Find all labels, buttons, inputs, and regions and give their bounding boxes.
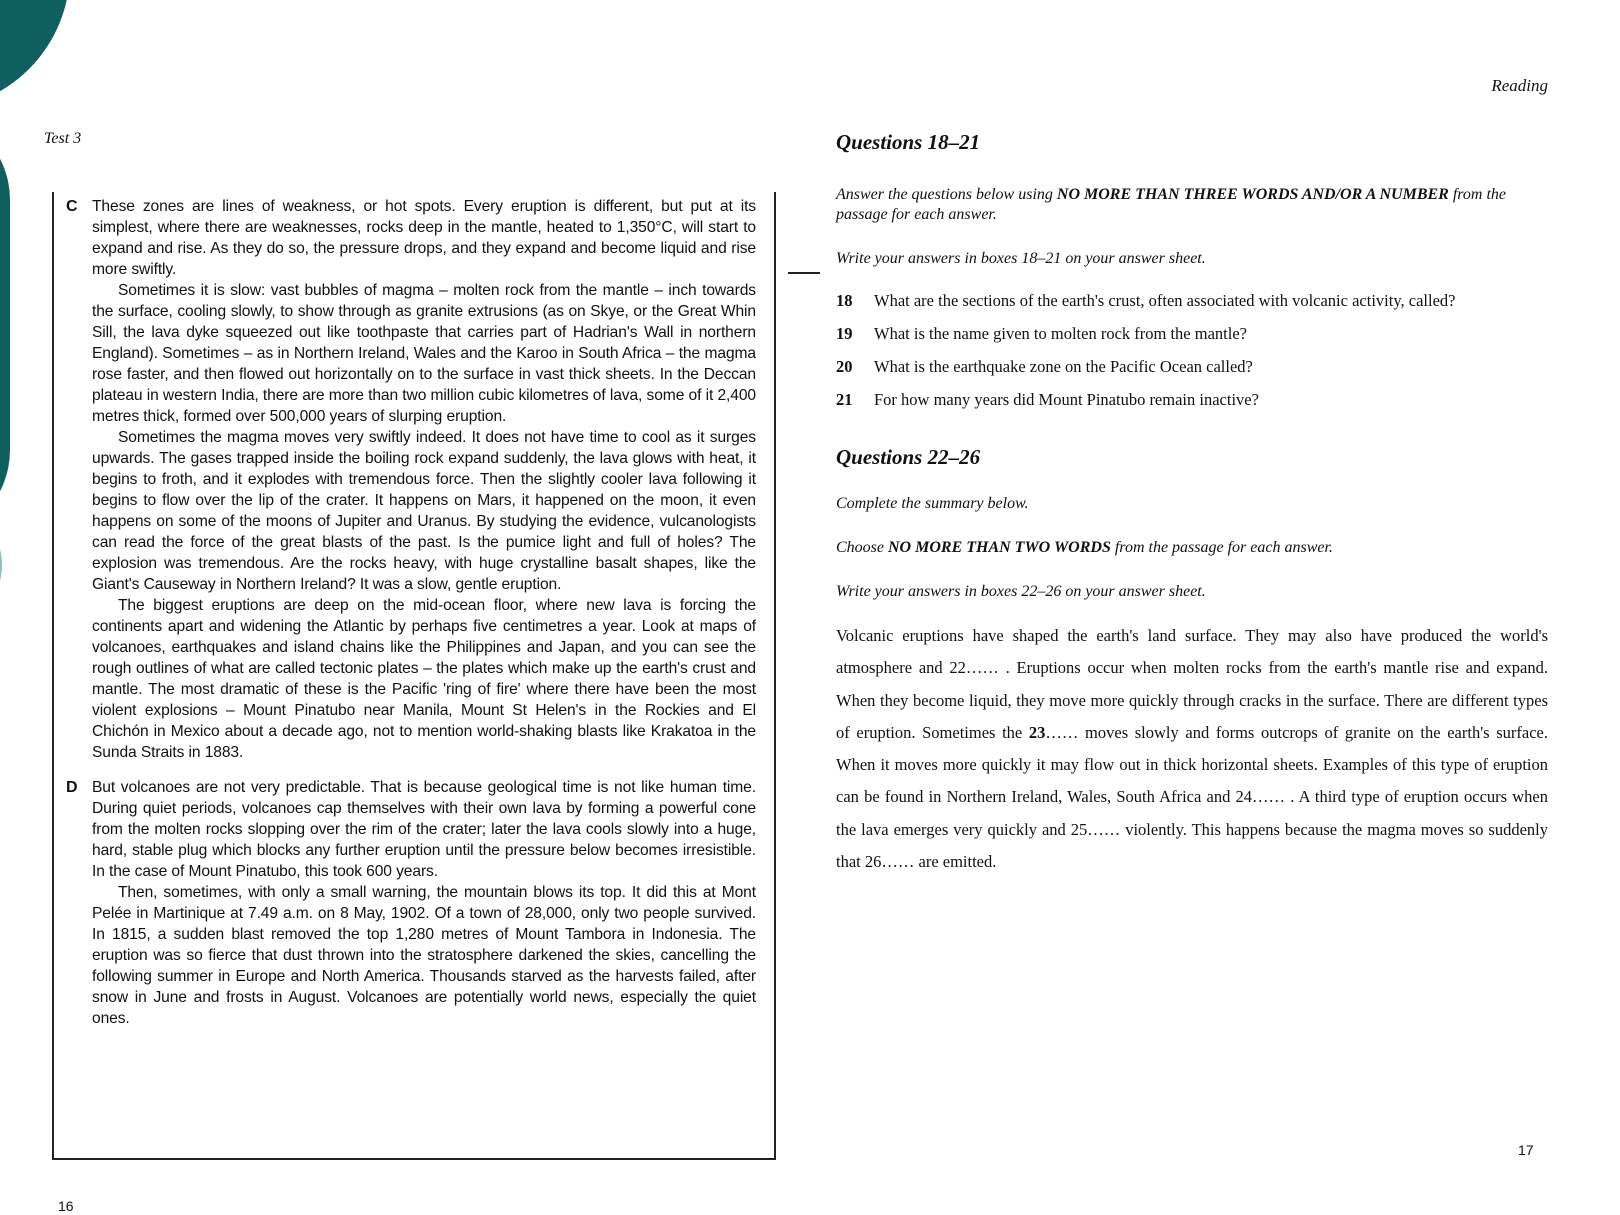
reading-passage — [66, 196, 756, 1029]
questions-18-21-heading: Questions 18–21 — [836, 130, 981, 154]
margin-dash — [788, 272, 820, 274]
question-item — [836, 390, 1548, 423]
passage-paragraph: Then, sometimes, with only a small warning, the mountain blows its top. It did this at Mont Pelée in Martinique at 7.49 a.m. on 8 May, 1902. Of a town of 28,000, only two people survived. In 1815, a sudden blast removed the top 1,280 metres of Mount Tambora in Indonesia. The eruption was so fierce that dust thrown into the stratosphere darkened the skies, cancelling the following summer in Europe and North America. Thousands starved as the harvests failed, after snow in June and frosts in August. Volcanoes are potentially world news, especially the quiet ones. — [92, 884, 756, 1027]
summary-text — [836, 620, 1548, 878]
summary-fragment: …… . A third type of eruption occurs when the lava emerges very quickly and — [836, 787, 1549, 839]
question-text: What is the earthquake zone on the Pacific Ocean called? — [874, 357, 1253, 376]
question-text: What are the sections of the earth's crust, often associated with volcanic activity, called? — [874, 291, 1456, 310]
right-page-number: 17 — [1518, 1142, 1534, 1158]
summary-fragment: …… moves slowly and forms outcrops of granite on the earth's surface. When it moves more quickly it may flow out in thick horizontal sheets. Examples of this type of eruption can be found in Northern Ireland, Wales, South Africa and — [836, 722, 1548, 807]
instruction-text: from the passage for each answer. — [836, 186, 1507, 223]
gap-number-24: 24 — [1235, 787, 1253, 807]
instruction-text: Choose — [836, 539, 888, 556]
summary-fragment: …… are emitted. — [881, 852, 997, 872]
instruction-emphasis: NO MORE THAN TWO WORDS — [888, 539, 1111, 556]
question-item — [836, 324, 1548, 357]
summary-fragment: …… . Eruptions occur when molten rocks from the earth's mantle rise and expand. When they become liquid, they move more quickly through cracks in the surface. There are different types of eruption. Sometimes the — [836, 658, 1548, 742]
gap-number-26: 26 — [864, 852, 882, 872]
decorative-light-teal-shape — [0, 500, 2, 630]
gap-number-23: 23 — [1028, 722, 1046, 742]
question-item — [836, 291, 1548, 324]
passage-section-d — [66, 777, 756, 1029]
section-letter: C — [66, 198, 78, 215]
section-letter: D — [66, 779, 78, 796]
passage-paragraph: The biggest eruptions are deep on the mid-ocean floor, where new lava is forcing the continents apart and widening the Atlantic by perhaps five centimetres a year. Look at maps of volcanoes, earthquakes and island chains like the Philippines and Japan, and you can see the rough outlines of what are called tectonic plates – the plates which make up the earth's crust and mantle. The most dramatic of these is the Pacific 'ring of fire' where there have been the most violent explosions – Mount Pinatubo near Manila, Mount St Helen's in the Rockies and El Chichón in Mexico about a decade ago, not to mention world-shaking blasts like Krakatoa in the Sunda Straits in 1883. — [92, 597, 756, 761]
questions-18-21-instruction — [836, 185, 1548, 225]
passage-paragraph: But volcanoes are not very predictable. That is because geological time is not like human time. During quiet periods, volcanoes cap themselves with their own lava by forming a powerful cone from the molten rocks slopping over the rim of the crater; later the lava cools slowly into a huge, hard, stable plug which blocks any further eruption until the pressure below becomes irresistible. In the case of Mount Pinatubo, this took 600 years. — [92, 779, 756, 880]
questions-column — [836, 130, 1548, 878]
questions-22-26-heading: Questions 22–26 — [836, 445, 981, 469]
question-number: 20 — [836, 357, 853, 376]
summary-fragment: …… violently. This happens because the magma moves so suddenly that — [836, 819, 1548, 872]
summary-fragment: Volcanic eruptions have shaped the earth's land surface. They may also have produced the world's atmosphere and — [836, 626, 1548, 678]
question-number: 19 — [836, 324, 853, 343]
instruction-text: Answer the questions below using — [836, 186, 1057, 203]
instruction-text: from the passage for each answer. — [1110, 539, 1333, 556]
left-page-number: 16 — [58, 1198, 74, 1214]
instruction-emphasis: NO MORE THAN THREE WORDS AND/OR A NUMBER — [1056, 186, 1449, 203]
summary-complete-instruction: Complete the summary below. — [836, 495, 1029, 512]
questions-18-21-write-instruction: Write your answers in boxes 18–21 on your answer sheet. — [836, 250, 1206, 267]
decorative-teal-shape-middle — [0, 110, 10, 540]
gap-number-22: 22 — [949, 658, 966, 678]
summary-choose-instruction — [836, 538, 1548, 558]
questions-18-21-list — [836, 291, 1548, 423]
question-number: 18 — [836, 291, 853, 310]
question-item — [836, 357, 1548, 390]
passage-section-c — [66, 196, 756, 763]
question-text: What is the name given to molten rock from the mantle? — [874, 324, 1247, 343]
passage-paragraph: Sometimes it is slow: vast bubbles of magma – molten rock from the mantle – inch towards the surface, cooling slowly, to show through as granite extrusions (as on Skye, or the Great Whin Sill, the lava dyke squeezed out like toothpaste that carries part of Hadrian's Wall in northern England). Sometimes – as in Northern Ireland, Wales and the Karoo in South Africa – the magma rose faster, and then flowed out horizontally on to the surface in vast thick sheets. In the Deccan plateau in western India, there are more than two million cubic kilometres of lava, some of it 2,400 metres thick, formed over 500,000 years of slurping eruption. — [92, 282, 756, 425]
gap-number-25: 25 — [1070, 819, 1088, 839]
summary-write-instruction: Write your answers in boxes 22–26 on your answer sheet. — [836, 583, 1206, 600]
question-number: 21 — [836, 390, 853, 409]
passage-paragraph: These zones are lines of weakness, or hot spots. Every eruption is different, but put at its simplest, where there are weaknesses, rocks deep in the mantle, heated to 1,350°C, will start to expand and rise. As they do so, the pressure drops, and they expand and become liquid and rise more swiftly. — [92, 198, 756, 278]
question-text: For how many years did Mount Pinatubo remain inactive? — [874, 390, 1259, 409]
running-head-test-label: Test 3 — [44, 130, 82, 147]
decorative-teal-shape-top — [0, 0, 70, 110]
passage-paragraph: Sometimes the magma moves very swiftly indeed. It does not have time to cool as it surges upwards. The gases trapped inside the boiling rock expand suddenly, the lava glows with heat, it begins to froth, and it explodes with tremendous force. Then the slightly cooler lava following it begins to flow over the lip of the crater. It happens on Mars, it happened on the moon, it even happens on some of the moons of Jupiter and Uranus. By studying the evidence, vulcanologists can read the force of the great blasts of the past. Is the pumice light and full of holes? The explosion was tremendous. Are the rocks heavy, with huge crystalline basalt shapes, like the Giant's Causeway in Northern Ireland? It was a slow, gentle eruption. — [92, 429, 756, 593]
running-head-reading-label: Reading — [1491, 76, 1548, 95]
